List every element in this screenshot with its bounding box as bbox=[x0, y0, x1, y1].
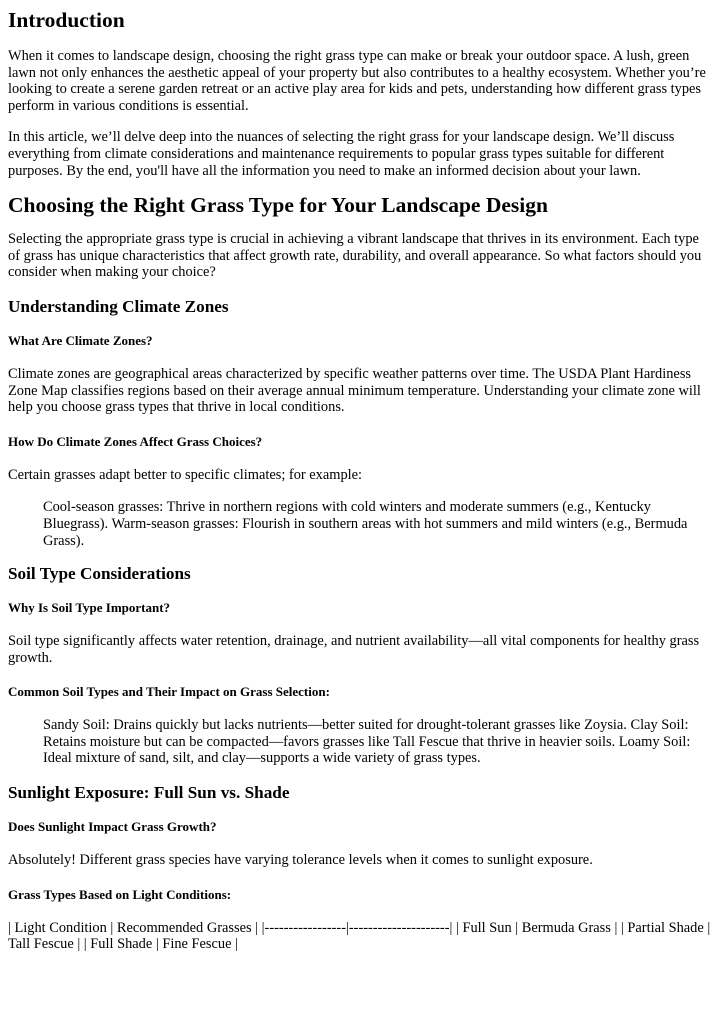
choosing-heading: Choosing the Right Grass Type for Your Landscape Design bbox=[8, 193, 548, 218]
soil-subheading-2: Common Soil Types and Their Impact on Grass Selection: bbox=[8, 684, 330, 700]
climate-paragraph-2: Certain grasses adapt better to specific climates; for example: bbox=[8, 466, 363, 483]
intro-paragraph-1: When it comes to landscape design, choosing the right grass type can make or break your outdoor space. A lush, green lawn not only enhances the aesthetic appeal of your property but also contributes to a healthy ecosystem. Whether you’re looking to create a serene garden retreat or an active play area for kids and pets, understanding how different grass types perform in various conditions is essential. bbox=[8, 48, 706, 114]
soil-paragraph-1: Soil type significantly affects water retention, drainage, and nutrient availability—all vital components for healthy grass growth. bbox=[8, 633, 700, 666]
climate-paragraph-1: Climate zones are geographical areas characterized by specific weather patterns over time. The USDA Plant Hardiness Zone Map classifies regions based on their average annual minimum temperature. Understanding your climate zone will help you choose grass types that thrive in local conditions. bbox=[8, 365, 701, 416]
choosing-paragraph: Selecting the appropriate grass type is crucial in achieving a vibrant landscape that thrives in its environment. Each type of grass has unique characteristics that affect growth rate, durability, and overall appearance. So what factors should you consider when making your choice? bbox=[8, 231, 702, 281]
intro-paragraph-2: In this article, we’ll delve deep into the nuances of selecting the right grass for your landscape design. We’ll discuss everything from climate considerations and maintenance requirements to popular grass types suitable for different purposes. By the end, you'll have all the information you need to make an informed decision about your lawn. bbox=[8, 129, 675, 179]
sunlight-heading: Sunlight Exposure: Full Sun vs. Shade bbox=[8, 783, 290, 803]
climate-blockquote: Cool-season grasses: Thrive in northern regions with cold winters and moderate summers (e.g., Kentucky Bluegrass). Warm-season grasses: Flourish in southern areas with hot summers and mild winters (e.g., Bermuda Grass). bbox=[43, 499, 688, 549]
soil-subheading-1: Why Is Soil Type Important? bbox=[8, 600, 171, 616]
sunlight-paragraph-1: Absolutely! Different grass species have varying tolerance levels when it comes to sunlight exposure. bbox=[8, 852, 593, 869]
soil-heading: Soil Type Considerations bbox=[8, 564, 191, 584]
intro-heading: Introduction bbox=[8, 8, 125, 32]
article bbox=[0, 8, 714, 953]
climate-heading: Understanding Climate Zones bbox=[8, 296, 229, 316]
climate-subheading-1: What Are Climate Zones? bbox=[8, 332, 153, 348]
sunlight-table-text: | Light Condition | Recommended Grasses | |-----------------|---------------------| | Full Sun | Bermuda Grass | | Partial Shade | Tall Fescue | | Full Shade | Fine Fescue | bbox=[8, 919, 711, 953]
sunlight-subheading-1: Does Sunlight Impact Grass Growth? bbox=[8, 819, 217, 835]
climate-subheading-2: How Do Climate Zones Affect Grass Choices? bbox=[8, 433, 263, 449]
soil-blockquote: Sandy Soil: Drains quickly but lacks nutrients—better suited for drought-tolerant grasses like Zoysia. Clay Soil: Retains moisture but can be compacted—favors grasses like Tall Fescue that thrive in heavier soils. Loamy Soil: Ideal mixture of sand, silt, and clay—supports a wide variety of grass types. bbox=[43, 717, 691, 767]
sunlight-subheading-2: Grass Types Based on Light Conditions: bbox=[8, 886, 232, 902]
